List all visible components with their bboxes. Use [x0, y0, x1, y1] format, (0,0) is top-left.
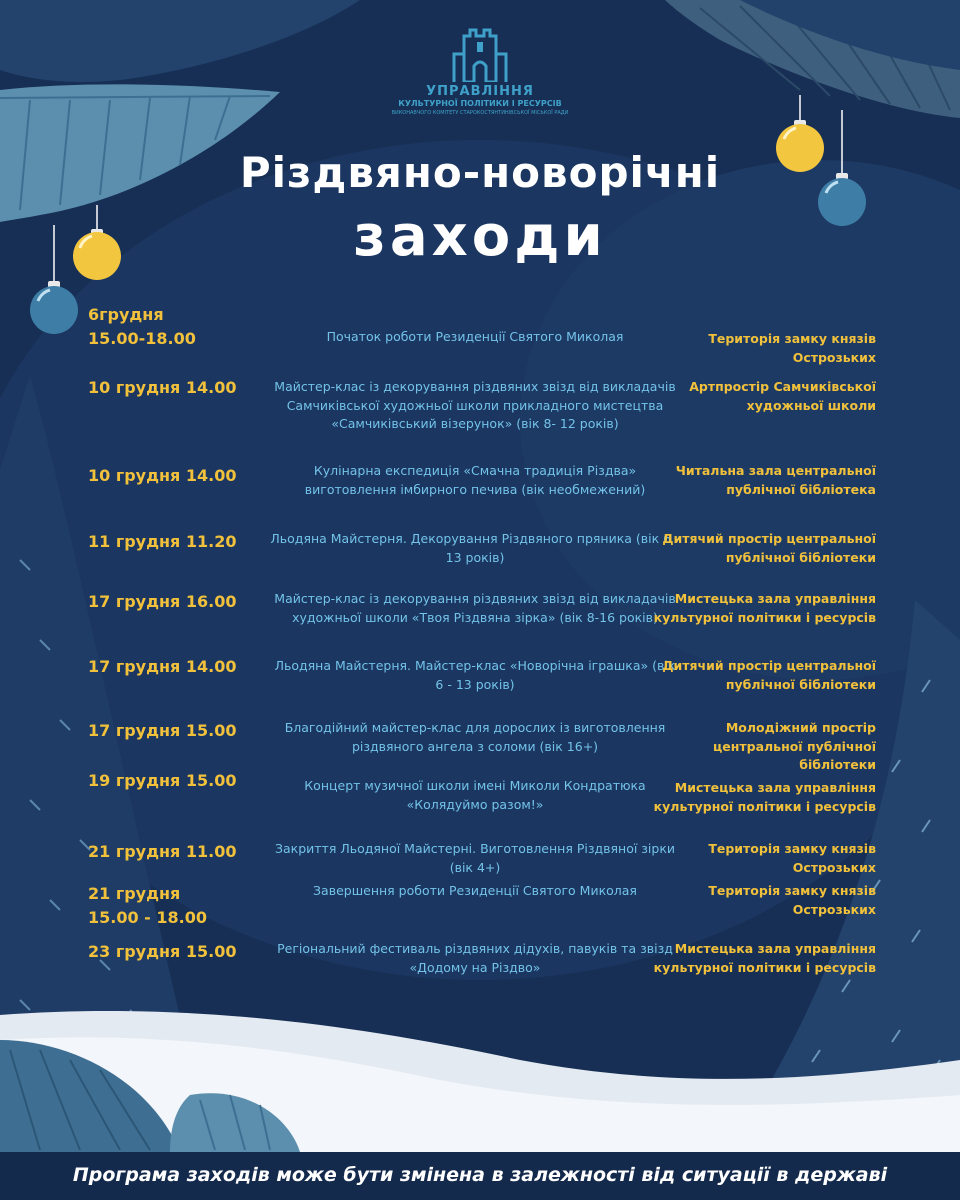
event-description: Льодяна Майстерня. Майстер-клас «Новорічна іграшка» (вік 6 - 13 років): [274, 658, 676, 692]
event-date: 21 грудня 11.00: [88, 842, 237, 861]
event-place: Молодіжний простір центральної публічної бібліотеки: [713, 720, 876, 772]
page-title-line2: заходи: [353, 204, 607, 269]
event-date: 21 грудня 15.00 - 18.00: [88, 884, 207, 927]
footer-note: Програма заходів може бути змінена в залежності від ситуації в державі: [72, 1164, 888, 1186]
page-title-line1: Різдвяно-новорічні: [239, 148, 721, 197]
event-date: 10 грудня 14.00: [88, 378, 237, 397]
event-description: Регіональний фестиваль різдвяних дідухів, павуків та звізд «Додому на Різдво»: [277, 941, 673, 975]
event-place: Територія замку князів Острозьких: [708, 841, 876, 875]
castle-logo-icon: [450, 26, 510, 82]
event-description: Закриття Льодяної Майстерні. Виготовлення Різдвяної зірки (вік 4+): [274, 841, 676, 875]
event-date: 23 грудня 15.00: [88, 942, 237, 961]
event-description: Кулінарна експедиція «Смачна традиція Різдва» виготовлення імбирного печива (вік необмежений): [304, 463, 646, 497]
event-description: Майстер-клас із декорування різдвяних звізд від викладачів Самчиківської художньої школи прикладного мистецтва «Самчиківський візерунок» (вік 8- 12 років): [274, 379, 676, 431]
event-place: Артпростір Самчиківської художньої школи: [689, 379, 876, 413]
event-place: Територія замку князів Острозьких: [708, 331, 876, 365]
event-description: Льодяна Майстерня. Декорування Різдвяного пряника (вік 6 - 13 років): [270, 531, 680, 565]
event-date: 10 грудня 14.00: [88, 466, 237, 485]
event-date: 17 грудня 16.00: [88, 592, 237, 611]
org-name: УПРАВЛІННЯ: [426, 84, 534, 99]
org-subtitle: КУЛЬТУРНОЇ ПОЛІТИКИ І РЕСУРСІВ: [398, 99, 562, 108]
event-place: Мистецька зала управління культурної політики і ресурсів: [653, 941, 876, 975]
event-place: Читальна зала центральної публічної бібліотека: [675, 463, 876, 497]
event-description: Завершення роботи Резиденції Святого Миколая: [313, 883, 637, 898]
org-subtitle-small: ВИКОНАВЧОГО КОМІТЕТУ СТАРОКОСТЯНТИНІВСЬКОЇ МІСЬКОЇ РАДИ: [391, 110, 569, 116]
event-date: 17 грудня 15.00: [88, 721, 237, 740]
event-date: 11 грудня 11.20: [88, 532, 237, 551]
event-description: Початок роботи Резиденції Святого Миколая: [326, 329, 624, 344]
event-place: Мистецька зала управління культурної політики і ресурсів: [653, 591, 876, 625]
event-place: Територія замку князів Острозьких: [708, 883, 876, 917]
event-place: Дитячий простір центральної публічної бібліотеки: [662, 658, 876, 692]
footer: [0, 1152, 960, 1200]
event-date: 19 грудня 15.00: [88, 771, 237, 790]
event-description: Концерт музичної школи імені Миколи Кондратюка «Колядуймо разом!»: [304, 778, 646, 812]
event-place: Мистецька зала управління культурної політики і ресурсів: [653, 780, 876, 814]
event-date: 17 грудня 14.00: [88, 657, 237, 676]
event-description: Благодійний майстер-клас для дорослих із виготовлення різдвяного ангела з соломи (вік 16+): [284, 720, 666, 754]
event-place: Дитячий простір центральної публічної бібліотеки: [662, 531, 876, 565]
event-description: Майстер-клас із декорування різдвяних звізд від викладачів художньої школи «Твоя Різдвяна зірка» (вік 8-16 років): [274, 591, 676, 625]
event-date: 6грудня 15.00-18.00: [88, 305, 196, 348]
